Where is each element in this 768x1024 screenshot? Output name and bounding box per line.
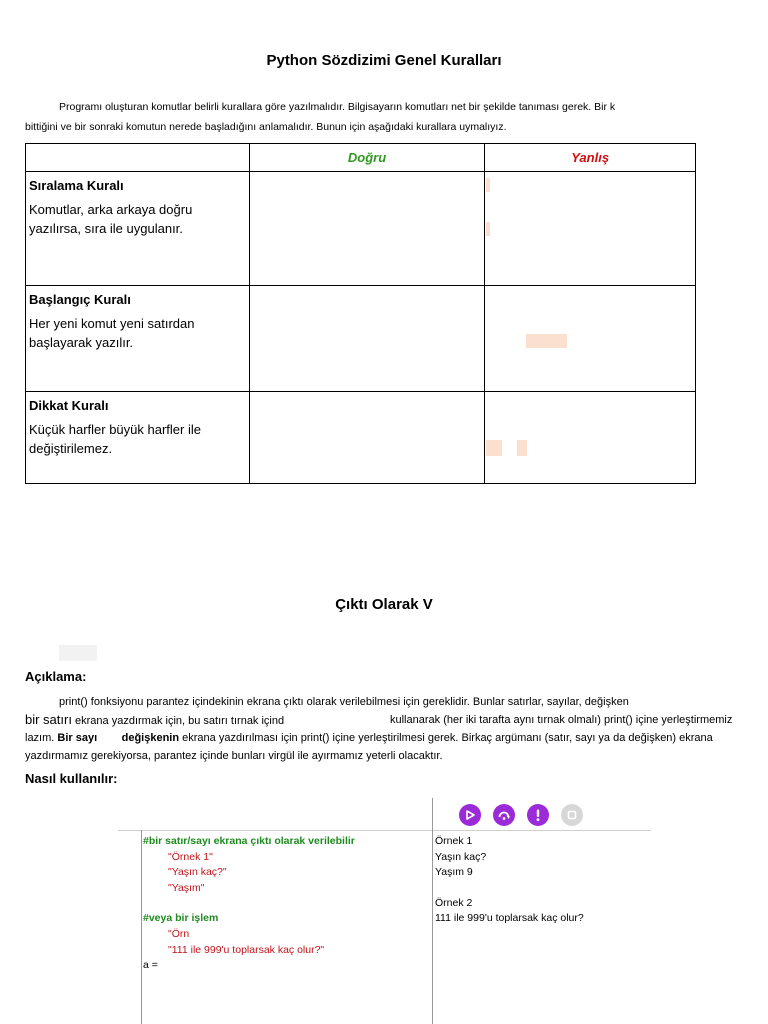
para-line-4: yazdırmamız gerekiyorsa, parantez içinde bunları virgül ile ayırmamız yeterli olacaktır. [25,750,443,762]
output-line: Örnek 2 [435,897,473,909]
redacted-mark [486,222,490,236]
redacted-mark [526,334,567,348]
para-bold-text: değişkenin [121,732,180,744]
output-line: Yaşın kaç? [435,851,487,863]
section-title: Çıktı Olarak V [335,596,433,613]
code-comment: #veya bir işlem [143,912,219,924]
para-line-1: print() fonksiyonu parantez içindekinin ekrana çıktı olarak verilebilmesi için gereklidir. Bunlar satırlar, sayılar, değişken [59,696,629,708]
divider [118,830,651,831]
code-string: "Örn [168,928,190,940]
code-string: "111 ile 999'u toplarsak kaç olur?" [168,944,325,956]
rule-row [26,172,696,286]
run-button[interactable] [459,804,481,826]
rule-row [26,392,696,484]
intro-line-1: Programı oluşturan komutlar belirli kurallara göre yazılmalıdır. Bilgisayarın komutları net bir şekilde tanıması gerek. Bir k [59,101,616,113]
correct-example-cell [249,172,485,286]
code-comment: #bir satır/sayı ekrana çıktı olarak verilebilir [143,835,355,847]
wrong-example-cell [485,172,696,286]
step-over-icon [497,808,511,822]
intro-line-2: bittiğini ve bir sonraki komutun nerede başladığını anlamalıdır. Bunun için aşağıdaki kurallara uymalıyız. [25,121,507,133]
para-line-3 [25,729,743,747]
rules-header-row [26,144,696,172]
code-string: "Örnek 1" [168,851,213,863]
placeholder-box [59,645,97,661]
wrong-example-cell [485,392,696,484]
redacted-mark [517,440,527,456]
wrong-example-cell [485,286,696,392]
output-line: 111 ile 999'u toplarsak kaç olur? [435,912,584,924]
redacted-mark [486,178,490,192]
header-wrong: Yanlış [485,144,696,172]
rule-title: Dikkat Kuralı [29,398,109,413]
rule-cell [26,392,250,484]
run-icon [464,809,476,821]
header-empty [26,144,250,172]
rule-cell [26,172,250,286]
para-text: ekrana yazdırmak için, bu satırı tırnak içind [71,715,285,727]
explanation-heading: Açıklama: [25,669,87,684]
divider [141,830,142,1024]
para-text: ekrana yazdırılması için print() içine yerleştirilmesi gerek. Birkaç argümanı (satır, sayı ya da değişken) ekrana [179,732,713,744]
redacted-mark [486,440,502,456]
correct-example-cell [249,392,485,484]
para-big-text: bir satırı [25,712,72,727]
stop-button[interactable] [561,804,583,826]
para-line-2-right: kullanarak (her iki tarafta aynı tırnak olmalı) print() içine yerleştirmemiz [390,714,733,726]
rule-text: Küçük harfler büyük harfler ile değiştirilemez. [29,422,201,456]
rule-text: Komutlar, arka arkaya doğru yazılırsa, sıra ile uygulanır. [29,202,193,236]
correct-example-cell [249,286,485,392]
stop-icon [566,809,578,821]
code-line: a = [143,959,158,971]
para-bold-text: Bir sayı [57,732,98,744]
rule-title: Sıralama Kuralı [29,178,124,193]
para-text: lazım. [25,732,58,744]
code-example-panel [118,798,651,1024]
rule-text: Her yeni komut yeni satırdan başlayarak yazılır. [29,316,195,350]
rule-row [26,286,696,392]
header-correct: Doğru [249,144,485,172]
code-string: "Yaşım" [168,882,205,894]
rule-cell [26,286,250,392]
usage-heading: Nasıl kullanılır: [25,771,118,786]
page-title: Python Sözdizimi Genel Kuralları [266,52,502,69]
divider [432,798,433,1024]
step-over-button[interactable] [493,804,515,826]
debug-icon [532,808,544,822]
code-string: "Yaşın kaç?" [168,866,227,878]
output-line: Örnek 1 [435,835,473,847]
rules-table [25,143,696,484]
output-line: Yaşım 9 [435,866,473,878]
rule-title: Başlangıç Kuralı [29,292,131,307]
debug-button[interactable] [527,804,549,826]
